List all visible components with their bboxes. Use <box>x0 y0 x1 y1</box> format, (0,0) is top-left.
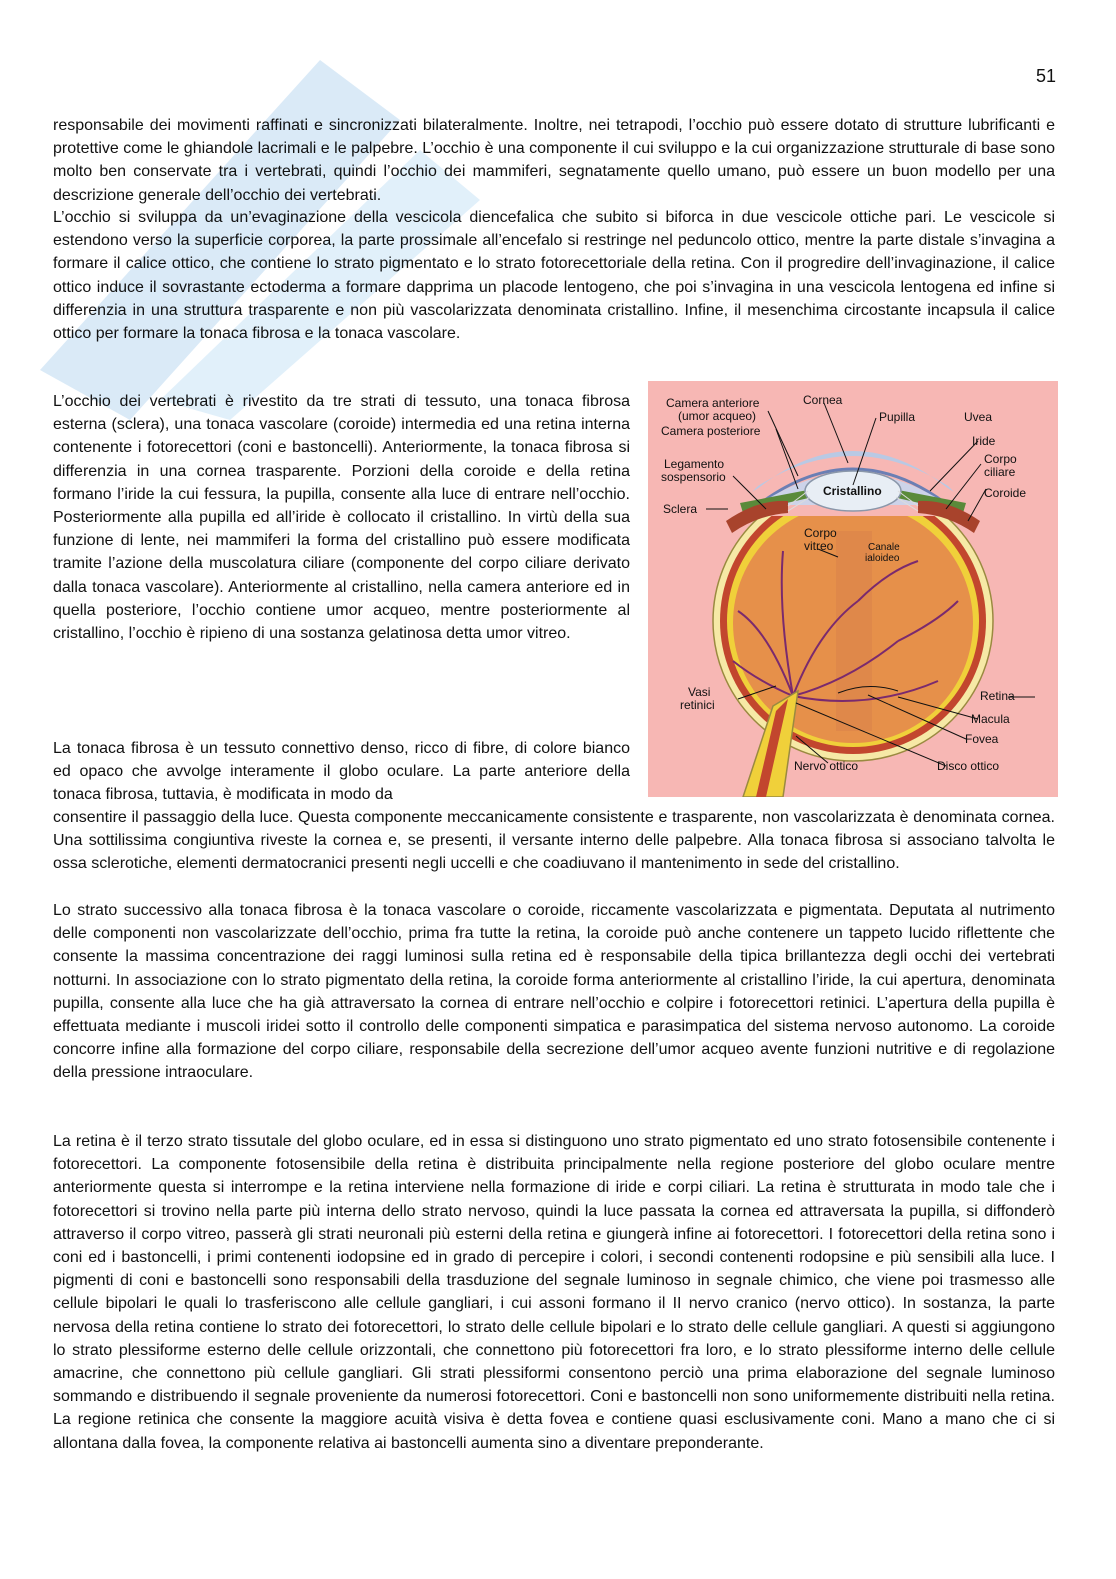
label-iride: Iride <box>972 434 996 448</box>
label-corpo-vitreo-2: vitreo <box>804 539 834 553</box>
paragraph-1: responsabile dei movimenti raffinati e sincronizzati bilateralmente. Inoltre, nei tetrapodi, l’occhio può essere dotato di strutture lubrificanti e protettive come le ghiandole lacrimali e le palpebre. L’occhio è una componente il cui sviluppo e la cui organizzazione strutturale di base sono molto ben conservate tra i vertebrati, quindi l’occhio dei mammiferi, segnatamente quello umano, può essere un buon modello per una descrizione generale dell’occhio dei vertebrati. <box>53 117 1055 204</box>
label-disco-ottico: Disco ottico <box>937 759 1000 773</box>
label-cornea: Cornea <box>803 393 843 407</box>
paragraph-5: Lo strato successivo alla tonaca fibrosa è la tonaca vascolare o coroide, riccamente vascolarizzata e pigmentata. Deputata al nutrimento delle componenti non vascolarizzate dell’occhio, prima fra tutte la retina, la coroide può anche contenere un tappeto lucido riflettente che consente la massima concentrazione dei raggi luminosi sulla retina ed è responsabile della tipica brillantezza degli occhi dei vertebrati notturni. In associazione con lo strato pigmentato della retina, la coroide forma anteriormente al cristallino l’iride, la cui apertura, denominata pupilla, consente alla luce che ha già attraversato la cornea di entrare nell’occhio e colpire i fotorecettori retinici. L’apertura della pupilla è effettuata mediante i muscoli iridei sotto il controllo delle componenti simpatica e parasimpatica del sistema nervoso autonomo. La coroide concorre infine alla formazione del corpo ciliare, responsabile della secrezione dell’umor acqueo avente funzioni nutritive e di regolazione della pressione intraoculare. <box>53 902 1055 1082</box>
label-camera-posteriore: Camera posteriore <box>661 424 761 438</box>
label-uvea: Uvea <box>964 410 993 424</box>
label-canale-1: Canale <box>868 542 900 553</box>
label-legamento-1: Legamento <box>664 457 725 471</box>
label-canale-2: ialoideo <box>865 553 900 564</box>
label-sclera: Sclera <box>663 502 698 516</box>
paragraph-4-start: La tonaca fibrosa è un tessuto connettivo denso, ricco di fibre, di colore bianco ed opaco che avvolge interamente il globo oculare. La parte anteriore della tonaca fibrosa, tuttavia, è modificata in modo da <box>53 740 630 804</box>
label-retina: Retina <box>980 689 1015 703</box>
paragraph-2: L’occhio si sviluppa da un’evaginazione della vescicola diencefalica che subito si biforca in due vescicole ottiche pari. Le vescicole si estendono verso la superficie corporea, la parte prossimale all’encefalo si restringe nel peduncolo ottico, mentre la parte distale s’invagina a formare il calice ottico, che contiene lo strato pigmentato e lo strato fotorecettoriale della retina. Con il progredire dell’invaginazione, il calice ottico induce il sovrastante ectoderma a formare dapprima un placode lentogeno, che poi s’invagina in una vescicola lentogena ed infine si differenzia in una struttura trasparente e non più vascolarizzata denominata cristallino. Infine, il mesenchima circostante incapsula il calice ottico per formare la tonaca fibrosa e la tonaca vascolare. <box>53 209 1055 343</box>
page-number: 51 <box>1035 66 1056 86</box>
paragraph-6: La retina è il terzo strato tissutale del globo oculare, ed in essa si distinguono uno strato pigmentato ed uno strato fotosensibile contenente i fotorecettori. La componente fotosensibile della retina è distribuita principalmente nella regione posteriore del globo oculare mentre anteriormente questa si interrompe e la retina interviene nella formazione di iride e corpi ciliari. La retina è strutturata in modo tale che i fotorecettori si trovino nella parte più interna dello strato nervoso, quindi la luce passata la cornea ed attraversata la pupilla, si diffonderò attraverso il corpo vitreo, passerà gli strati neuronali più esterni della retina e giungerà infine ai fotorecettori. I fotorecettori della retina sono i coni ed i bastoncelli, i primi contenenti iodopsine ed in grado di percepire i colori, i secondi contenenti rodopsine e più sensibili alla luce. I pigmenti di coni e bastoncelli sono responsabili della trasduzione del segnale luminoso in segnale chimico, che viene poi trasmesso alle cellule bipolari le quali lo trasferiscono alle cellule gangliari, i cui assoni formano il II nervo cranico (nervo ottico). In sostanza, la parte nervosa della retina contiene lo strato dei fotorecettori, lo strato delle cellule bipolari e lo strato delle cellule gangliari. A questi si aggiungono lo strato plessiforme esterno delle cellule orizzontali, che connettono più fotorecettori fra loro, e lo strato plessiforme interno delle cellule amacrine, che connettono più cellule gangliari. Gli strati plessiformi consentono perciò una prima elaborazione del segnale luminoso sommando e distribuendo il segnale proveniente da numerosi fotorecettori. Coni e bastoncelli non sono uniformemente distribuiti nella retina. La regione retinica che consente la maggiore acuità visiva è detta fovea e contiene quasi esclusivamente coni. Mano a mano che ci si allontana dalla fovea, la componente relativa ai bastoncelli aumenta sino a diventare preponderante. <box>53 1133 1055 1452</box>
label-corpo-ciliare-2: ciliare <box>984 465 1016 479</box>
label-umor-acqueo: (umor acqueo) <box>678 409 757 423</box>
label-corpo-vitreo-1: Corpo <box>804 526 837 540</box>
label-fovea: Fovea <box>965 732 999 746</box>
label-vasi-1: Vasi <box>688 685 711 699</box>
label-macula: Macula <box>971 712 1010 726</box>
label-nervo-ottico: Nervo ottico <box>794 759 859 773</box>
label-coroide: Coroide <box>984 486 1027 500</box>
label-cristallino: Cristallino <box>823 484 882 498</box>
label-corpo-ciliare-1: Corpo <box>984 452 1017 466</box>
eye-anatomy-figure <box>648 381 1058 797</box>
label-vasi-2: retinici <box>680 698 715 712</box>
label-legamento-2: sospensorio <box>661 470 726 484</box>
label-pupilla: Pupilla <box>879 410 916 424</box>
paragraph-3: L’occhio dei vertebrati è rivestito da tre strati di tessuto, una tonaca fibrosa esterna (sclera), una tonaca vascolare (coroide) intermedia ed una retina interna contenente i fotorecettori (coni e bastoncelli). Anteriormente, la tonaca fibrosa si differenzia in una cornea trasparente. Porzioni della coroide e della retina formano l’iride la cui fessura, la pupilla, consente alla luce di entrare nell’occhio. Posteriormente alla pupilla ed all’iride è collocato il cristallino. In virtù della sua funzione di lente, nei mammiferi la forma del cristallino può essere modificata tramite l’azione della muscolatura ciliare (componente del corpo ciliare derivato dalla tonaca vascolare). Anteriormente al cristallino, nella camera anteriore ed in quella posteriore, l’occhio contiene umor acqueo, mentre posteriormente al cristallino, l’occhio è ripieno di una sostanza gelatinosa detta umor vitreo. <box>53 393 630 643</box>
label-camera-anteriore: Camera anteriore <box>666 396 760 410</box>
paragraph-4-end: consentire il passaggio della luce. Questa componente meccanicamente consistente e trasparente, non vascolarizzata è denominata cornea. Una sottilissima congiuntiva riveste la cornea e, se presenti, il versante interno delle palpebre. Alla tonaca fibrosa si associano talvolta le ossa sclerotiche, elementi dermatocranici presenti negli uccelli e che coadiuvano il mantenimento in sede del cristallino. <box>53 809 1055 873</box>
